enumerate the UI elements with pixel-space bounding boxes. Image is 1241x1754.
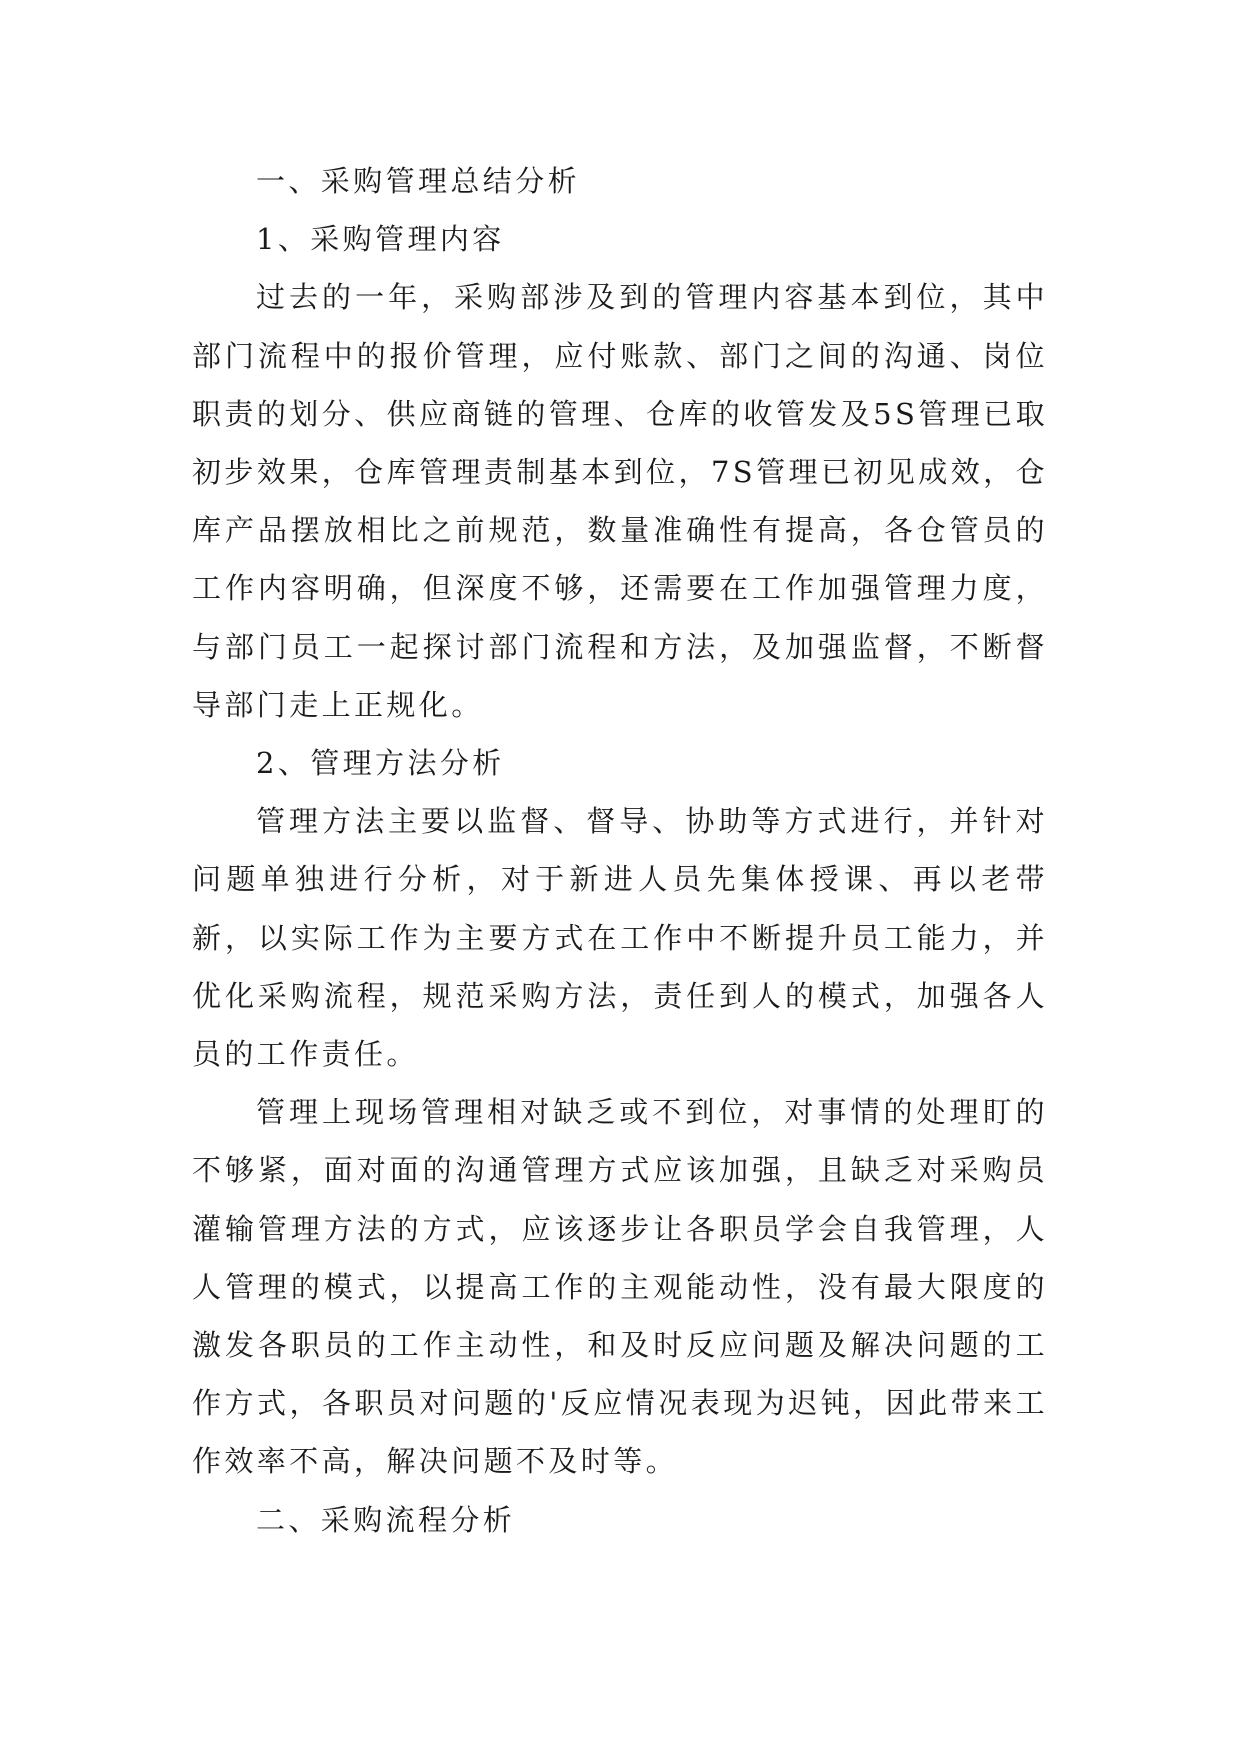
document-body (192, 152, 1048, 1549)
body-paragraph: 管理上现场管理相对缺乏或不到位，对事情的处理盯的不够紧，面对面的沟通管理方式应该加强，且缺乏对采购员灌输管理方法的方式，应该逐步让各职员学会自我管理，人人管理的模式，以提高工作的主观能动性，没有最大限度的激发各职员的工作主动性，和及时反应问题及解决问题的工作方式，各职员对问题的'反应情况表现为迟钝，因此带来工作效率不高，解决问题不及时等。 (192, 1095, 1048, 1479)
section-heading: 二、采购流程分析 (256, 1502, 516, 1537)
subsection-heading: 1、采购管理内容 (256, 222, 505, 257)
subsection-heading: 2、管理方法分析 (256, 746, 505, 781)
section-heading: 一、采购管理总结分析 (256, 164, 581, 198)
body-paragraph: 管理方法主要以监督、督导、协助等方式进行，并针对问题单独进行分析，对于新进人员先集体授课、再以老带新，以实际工作为主要方式在工作中不断提升员工能力，并优化采购流程，规范采购方法，责任到人的模式，加强各人员的工作责任。 (192, 804, 1048, 1072)
body-paragraph: 过去的一年，采购部涉及到的管理内容基本到位，其中部门流程中的报价管理，应付账款、部门之间的沟通、岗位职责的划分、供应商链的管理、仓库的收管发及5S管理已取初步效果，仓库管理责制基本到位，7S管理已初见成效，仓库产品摆放相比之前规范，数量准确性有提高，各仓管员的工作内容明确，但深度不够，还需要在工作加强管理力度，与部门员工一起探讨部门流程和方法，及加强监督，不断督导部门走上正规化。 (192, 280, 1048, 722)
